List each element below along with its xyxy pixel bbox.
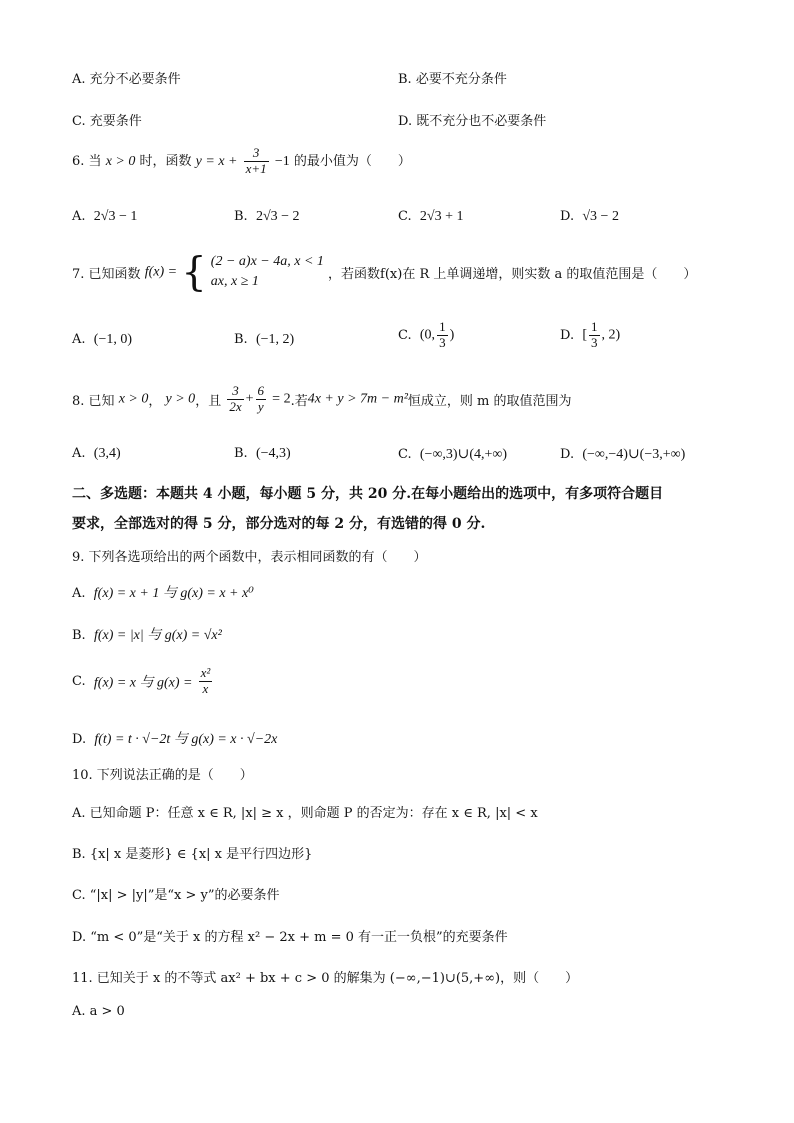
q6-option-a: A. 2√3 − 1 [72, 209, 138, 224]
q8-option-a: A. (3,4) [72, 446, 121, 461]
q9-option-a: A. f(x) = x + 1 与 g(x) = x + x⁰ [72, 586, 254, 601]
q6-text: 时，函数 [139, 153, 192, 169]
q6-option-d: D. √3 − 2 [560, 209, 619, 224]
q6-function: y = x + [195, 153, 238, 169]
q7-tail: ，若函数f(x)在 R 上单调递增，则实数 a 的取值范围是（ ） [328, 266, 697, 282]
q5-option-c: C. 充要条件 [72, 114, 142, 129]
q10-option-a: A. 已知命题 P：任意 x ∈ R, |x| ≥ x ，则命题 P 的否定为：存在 x ∈ R, |x| < x [72, 806, 538, 821]
q6-tail: 的最小值为（ ） [293, 153, 411, 169]
q8-option-b: B. (−4,3) [234, 446, 291, 461]
q5-option-a: A. 充分不必要条件 [72, 72, 181, 87]
q10-stem: 10. 下列说法正确的是（ ） [72, 768, 253, 783]
q7-stem [72, 249, 697, 296]
q7-option-c: C. (0, $\frac{1}{3}$ ) [398, 319, 455, 350]
q9-stem: 9. 下列各选项给出的两个函数中，表示相同函数的有（ ） [72, 550, 427, 565]
q5-option-d: D. 既不充分也不必要条件 [398, 114, 547, 129]
q8-option-c: C. (−∞,3)∪(4,+∞) [398, 447, 508, 462]
q10-option-d: D. “m < 0”是“关于 x 的方程 x² − 2x + m = 0 有一正一负根”的充要条件 [72, 930, 508, 945]
section-heading-line2: 要求，全部选对的得 5 分，部分选对的每 2 分，有选错的得 0 分. [72, 516, 486, 532]
q7-option-a: A. (−1, 0) [72, 332, 133, 347]
q6-option-b: B. 2√3 − 2 [234, 209, 300, 224]
q11-stem: 11. 已知关于 x 的不等式 ax² + bx + c > 0 的解集为 (−∞,−1)∪(5,+∞)，则（ ） [72, 971, 579, 986]
q6-stem [72, 146, 411, 177]
q5-option-b: B. 必要不充分条件 [398, 72, 507, 87]
q7-cases [211, 252, 324, 293]
q7-brace-icon: { [181, 249, 207, 296]
q7-case-2: ax, x ≥ 1 [210, 274, 259, 290]
q9-option-d: D. f(t) = t · √−2t 与 g(x) = x · √−2x [72, 732, 278, 747]
q6-function-tail: −1 [274, 153, 290, 169]
q8-option-d: D. (−∞,−4)∪(−3,+∞) [560, 447, 686, 462]
q10-option-b: B. {x| x 是菱形} ∈ {x| x 是平行四边形} [72, 847, 313, 862]
q7-number: 7. 已知函数 [72, 266, 141, 282]
section-heading: 二、多选题：本题共 4 小题，每小题 5 分，共 20 分.在每小题给出的选项中，有多项符合题目 [72, 486, 664, 502]
q8-stem: 8. 已知 x > 0， y > 0，且 $\frac{3}{2x}$ + $\frac{6}{y}$ = 2.若4x + y > 7m − m²恒成立，则 m 的取值范围为 [72, 383, 572, 414]
q6-option-c: C. 2√3 + 1 [398, 209, 464, 224]
q9-option-b: B. f(x) = |x| 与 g(x) = √x² [72, 628, 222, 643]
q7-option-d: D. [ $\frac{1}{3}$ , 2) [560, 319, 621, 350]
q9-option-c: C. f(x) = x 与 g(x) = $\frac{\text{x²}}{x}$ [72, 665, 211, 696]
q6-fraction: $\frac{3}{x+1}$ [245, 145, 267, 176]
q7-case-1: (2 − a)x − 4a, x < 1 [210, 254, 324, 269]
q6-condition: x > 0 [105, 153, 136, 169]
q11-option-a: A. a > 0 [72, 1004, 125, 1019]
q7-option-b: B. (−1, 2) [234, 332, 295, 347]
q7-function: f(x) = [144, 264, 178, 280]
q6-number: 6. 当 [72, 153, 102, 169]
q10-option-c: C. “|x| > |y|”是“x > y”的必要条件 [72, 888, 280, 903]
